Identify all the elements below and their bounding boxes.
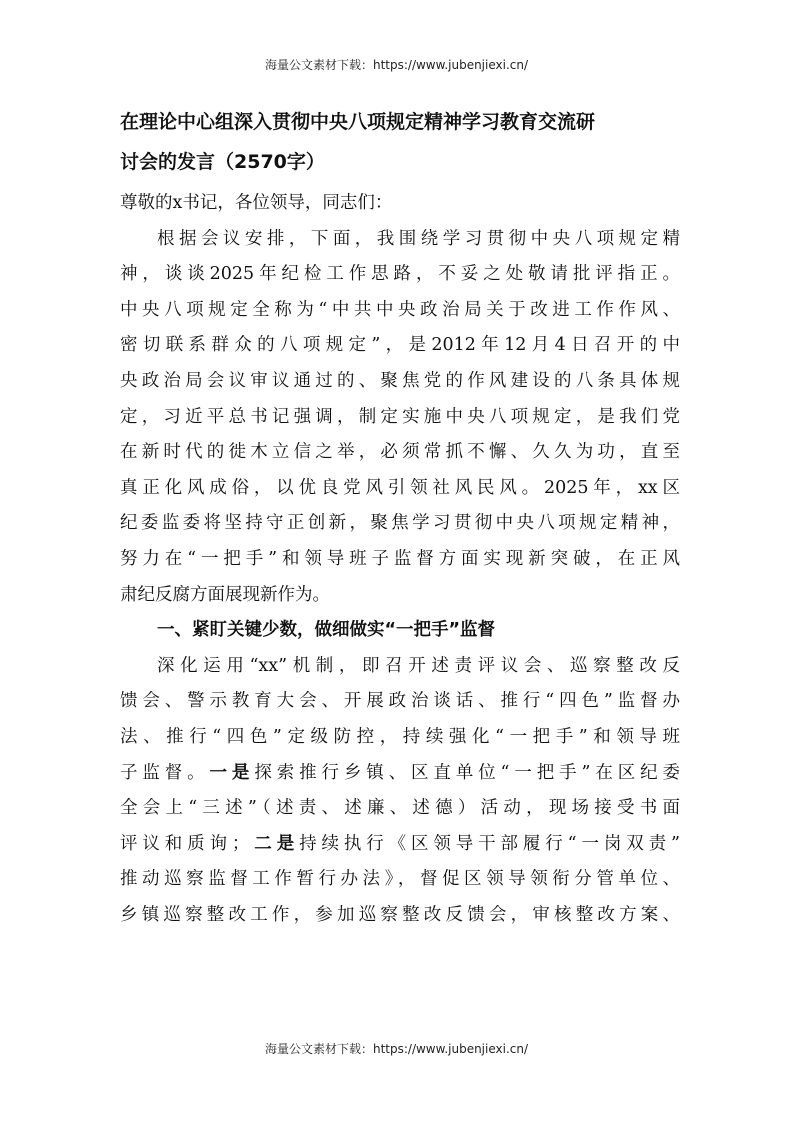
page-footer: 海量公文素材下载：https://www.jubenjiexi.cn/ [264, 1042, 529, 1056]
paragraph-1-line: 中央八项规定全称为“中共中央政治局关于改进工作作风、 [120, 299, 680, 320]
paragraph-2-line: 推动巡察监督工作暂行办法》，督促区领导领衔分管单位、 [120, 869, 680, 890]
paragraph-2-line: 乡镇巡察整改工作，参加巡察整改反馈会，审核整改方案、 [120, 904, 680, 925]
inline-text: 子监督。 [120, 762, 210, 783]
emphasis-second: 二是 [249, 833, 300, 854]
inline-text: 持续执行《区领导干部履行“一岗双责” [299, 833, 680, 854]
paragraph-1-line: 努力在“一把手”和领导班子监督方面实现新突破，在正风 [120, 548, 680, 569]
paragraph-2-line: 全会上“三述”（述责、述廉、述德）活动，现场接受书面 [120, 798, 680, 819]
salutation: 尊敬的x书记，各位领导，同志们： [120, 193, 393, 213]
inline-text: 探索推行乡镇、区直单位“一把手”在区纪委 [254, 762, 681, 783]
paragraph-1-line: 神，谈谈2025年纪检工作思路，不妥之处敬请批评指正。 [120, 264, 680, 285]
inline-text: 评议和质询； [120, 833, 250, 854]
paragraph-1-line: 纪委监委将坚持守正创新，聚焦学习贯彻中央八项规定精神， [120, 513, 680, 534]
paragraph-1-line: 定，习近平总书记强调，制定实施中央八项规定，是我们党 [120, 406, 680, 427]
paragraph-1-line: 在新时代的徙木立信之举，必须常抓不懈、久久为功，直至 [120, 442, 680, 463]
paragraph-2-line: 馈会、警示教育大会、开展政治谈话、推行“四色”监督办 [120, 691, 680, 712]
emphasis-first: 一是 [209, 762, 255, 783]
title-line-1: 在理论中心组深入贯彻中央八项规定精神学习教育交流研 [120, 111, 596, 133]
title-line-2: 讨会的发言（2570字） [120, 151, 325, 173]
page-header: 海量公文素材下载：https://www.jubenjiexi.cn/ [264, 58, 529, 72]
document-title [120, 102, 680, 182]
paragraph-2-line: 深化运用“xx”机制，即召开述责评议会、巡察整改反 [157, 655, 680, 676]
paragraph-2-line [120, 827, 680, 863]
paragraph-1 [120, 222, 680, 614]
paragraph-2-line: 法、推行“四色”定级防控，持续强化“一把手”和领导班 [120, 726, 680, 747]
paragraph-1-line: 真正化风成俗，以优良党风引领社风民风。2025年，xx区 [120, 477, 680, 498]
paragraph-1-line: 央政治局会议审议通过的、聚焦党的作风建设的八条具体规 [120, 370, 680, 391]
paragraph-2-line [120, 756, 680, 792]
paragraph-1-line: 密切联系群众的八项规定”，是2012年12月4日召开的中 [120, 335, 680, 356]
paragraph-1-line: 根据会议安排，下面，我围绕学习贯彻中央八项规定精 [157, 228, 680, 249]
section-heading-1: 一、紧盯关键少数，做细做实“一把手”监督 [157, 620, 496, 641]
paragraph-2 [120, 649, 680, 934]
document-body [120, 186, 680, 933]
paragraph-1-line: 肃纪反腐方面展现新作为。 [120, 584, 330, 605]
